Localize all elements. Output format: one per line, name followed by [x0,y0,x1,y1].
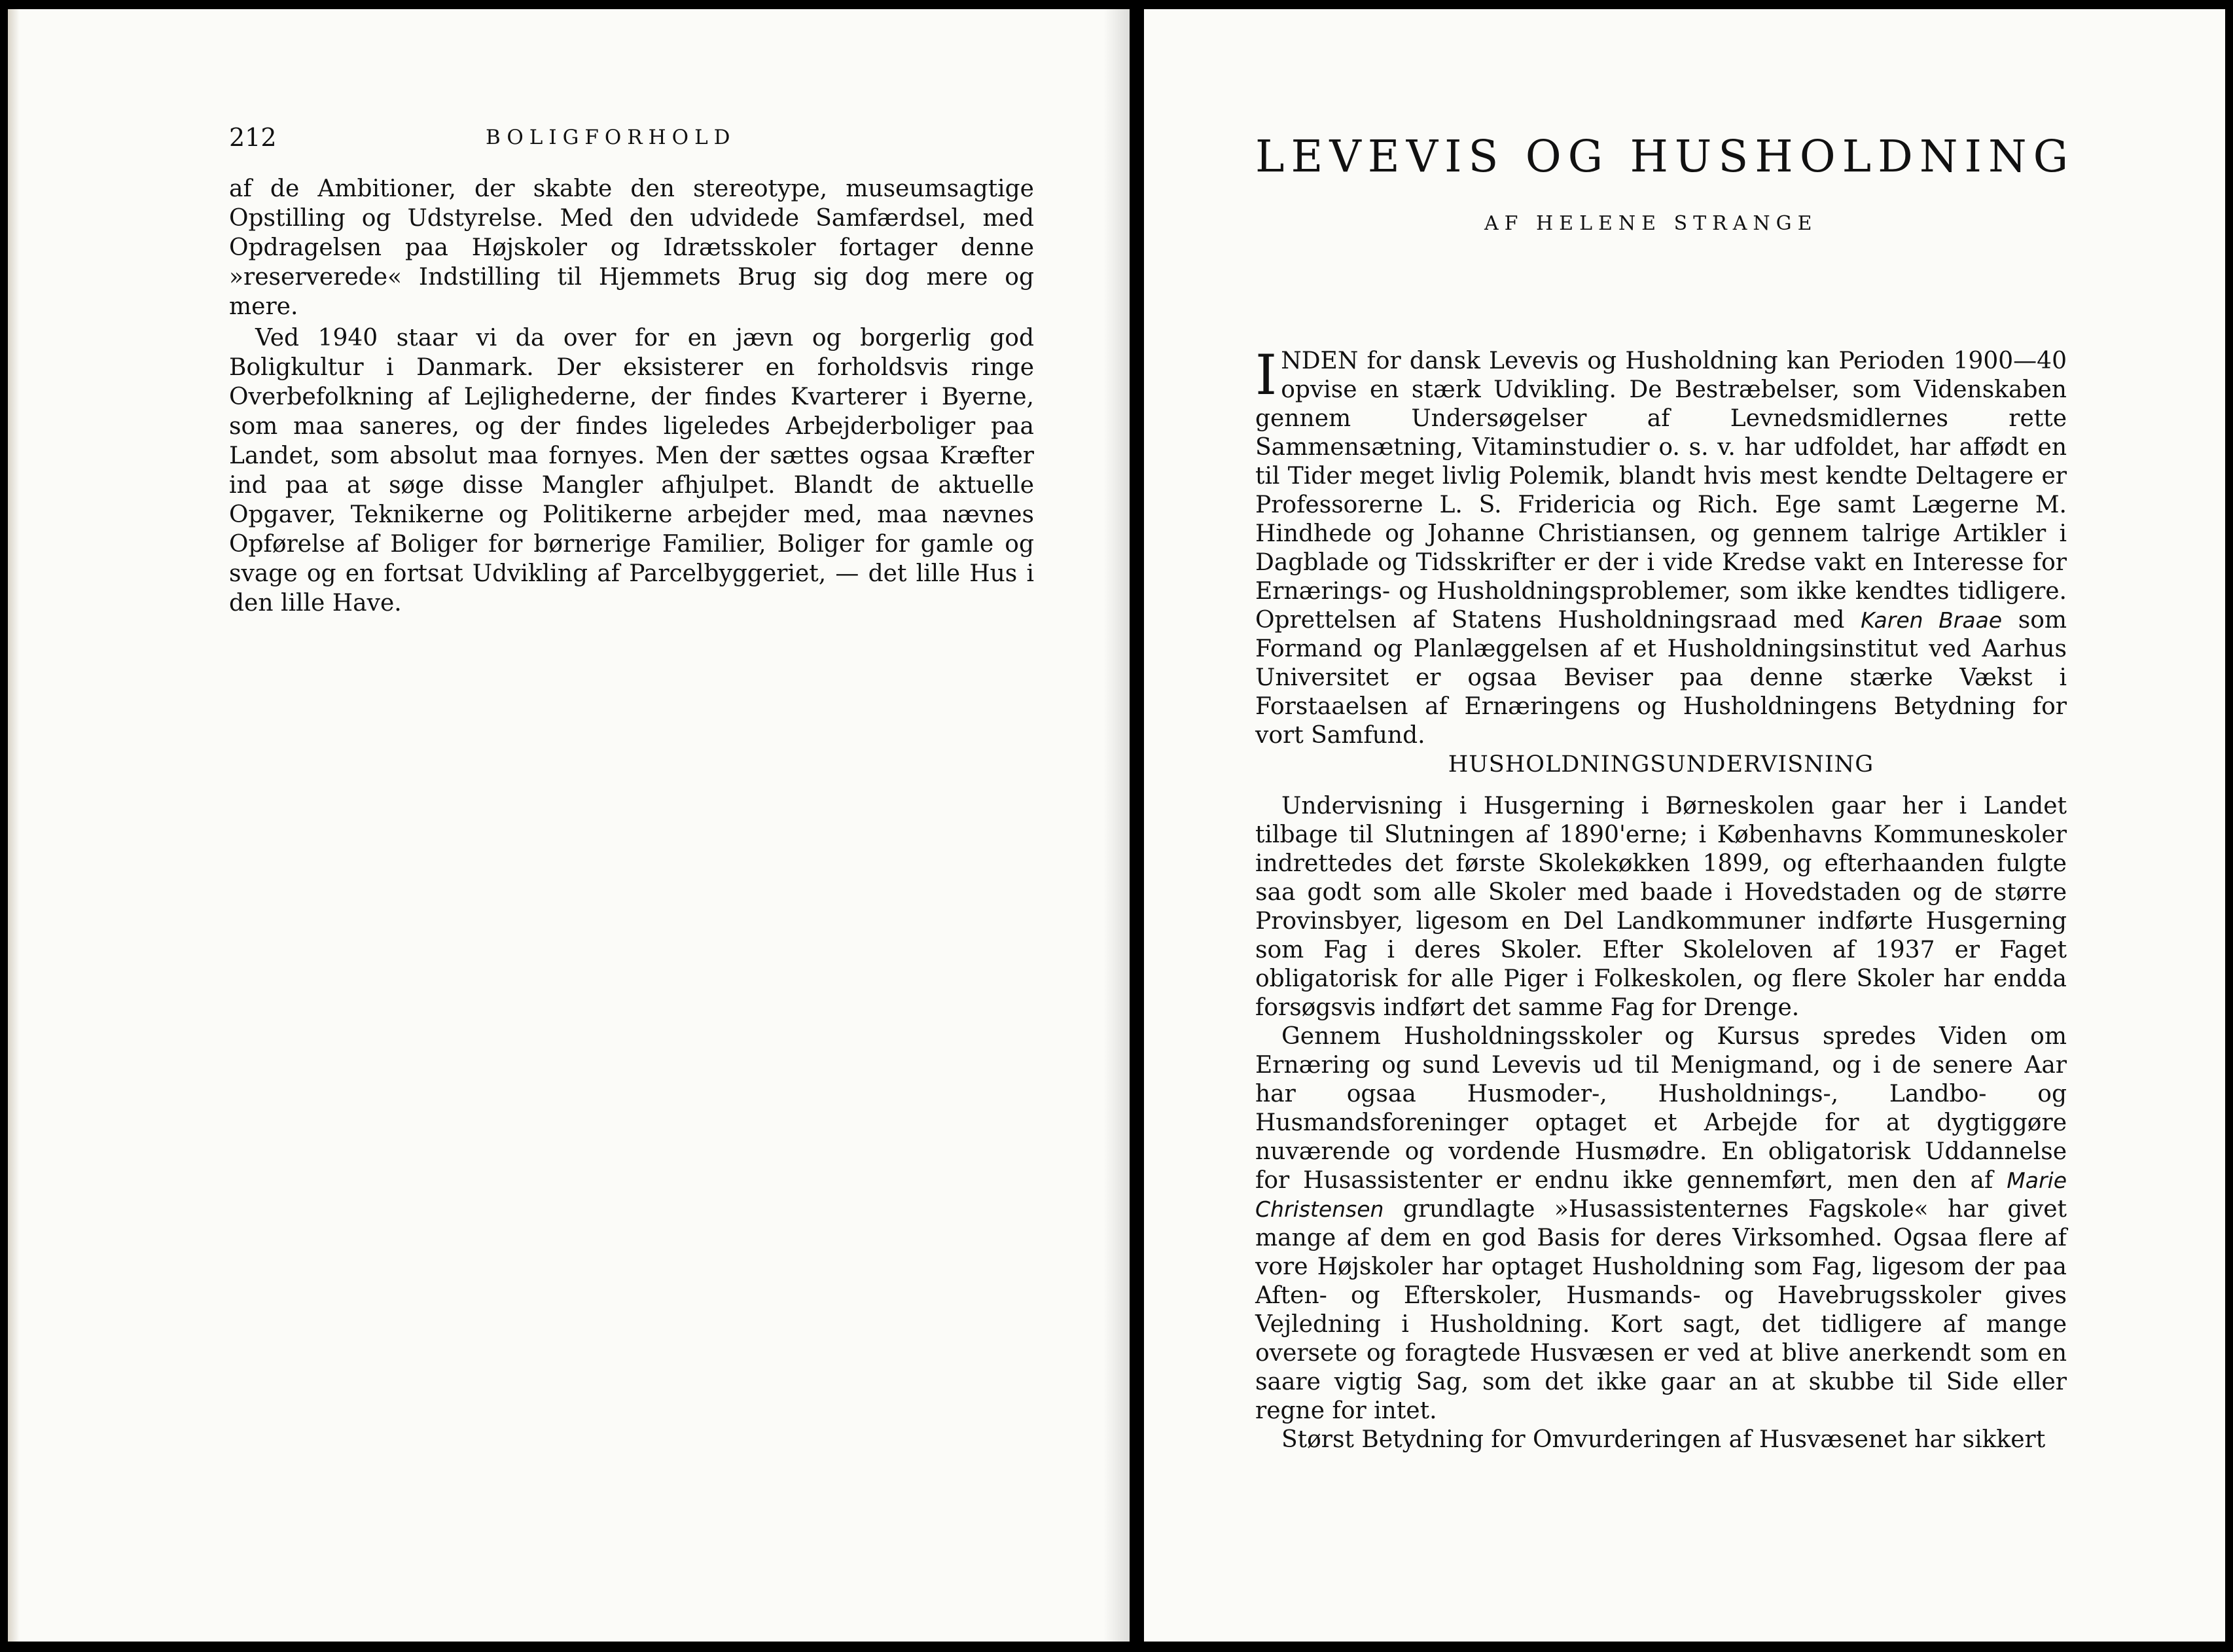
intro-text-after: som Formand og Planlæggelsen af et Husholdningsinstitut ved Aarhus Universitet er ogsaa Beviser paa denne stærke Vækst i Forstaaelsen af Ernæringens og Husholdningens Betydning for vort Samfund. [1255,607,2067,749]
section-body [1255,792,2067,1454]
spine-shadow [1103,9,1130,1642]
page-number: 212 [229,123,277,152]
para-2-after: grundlagte »Husassistenternes Fagskole« har givet mange af dem en god Basis for deres Virksomhed. Ogsaa flere af vore Højskoler har optaget Husholdning som Fag, ligesom der paa Aften- og Efterskoler, Husmands- og Havebrugsskoler gives Vejledning i Husholdning. Kort sagt, det tidligere af mange oversete og foragtede Husvæsen er ved at blive anerkendt som en saare vigtig Sag, som det ikke gaar an at skubbe til Side eller regne for intet. [1255,1196,2067,1424]
section-heading: HUSHOLDNINGSUNDERVISNING [1448,751,1874,778]
intro-paragraph [1255,343,2067,750]
chapter-title: LEVEVIS OG HUSHOLDNING [1255,131,2075,182]
para-2-before: Gennem Husholdningsskoler og Kursus spredes Viden om Ernæring og sund Levevis ud til Menigmand, og i de senere Aar har ogsaa Husmoder-, Husholdnings-, Landbo- og Husmandsforeninger optaget et Arbejde for at dygtiggøre nuværende og vordende Husmødre. En obligatorisk Uddannelse for Husassistenter er endnu ikke gennemført, men den af [1255,1023,2067,1194]
left-paragraph-2 [229,323,1034,618]
paragraph-text-2 [1255,1022,2067,1426]
running-head: BOLIGFORHOLD [486,126,736,149]
paragraph-text-3: Størst Betydning for Omvurderingen af Husvæsenet har sikkert [1281,1426,2046,1453]
paragraph-text: af de Ambitioner, der skabte den stereotype, museumsagtige Opstilling og Udstyrelse. Med den udvidede Samfærdsel, med Opdragelsen paa Højskoler og Idrætsskoler fortager denne »reserverede« Indstilling til Hjemmets Brug sig dog mere og mere. [229,175,1034,320]
drop-cap: I [1255,343,1277,407]
paragraph-text: Ved 1940 staar vi da over for en jævn og borgerlig god Boligkultur i Danmark. Der eksisterer en forholdsvis ringe Overbefolkning af Lejlighederne, der findes Kvarterer i Byerne, som maa saneres, og der findes ligeledes Arbejderboliger paa Landet, som absolut maa fornyes. Men der sættes ogsaa Kræfter ind paa at søge disse Mangler afhjulpet. Blandt de aktuelle Opgaver, Teknikerne og Politikerne arbejder med, maa nævnes Opførelse af Boliger for børnerige Familier, Boliger for gamle og svage og en fortsat Udvikling af Parcelbyggeriet, — det lille Hus i den lille Have. [229,325,1034,617]
intro-text: NDEN for dansk Levevis og Husholdning kan Perioden 1900—40 opvise en stærk Udvikling. De Bestræbelser, som Videnskaben gennem Undersøgelser af Levnedsmidlernes rette Sammensætning, Vitaminstudier o. s. v. har udfoldet, har affødt en til Tider meget livlig Polemik, blandt hvis mest kendte Deltagere er Professorerne L. S. Fridericia og Rich. Ege samt Lægerne M. Hindhede og Johanne Christiansen, og gennem talrige Artikler i Dagblade og Tidsskrifter er der i vide Kredse vakt en Interesse for Ernærings- og Husholdningsproblemer, som ikke kendtes tidligere. Oprettelsen af Statens Husholdningsraad med [1255,348,2067,634]
italic-name: Karen Braae [1861,607,2003,633]
page-header [229,123,753,156]
page-edge [8,9,20,1642]
paragraph-text: Undervisning i Husgerning i Børneskolen gaar her i Landet tilbage til Slutningen af 1890'erne; i Københavns Kommuneskoler indrettedes det første Skolekøkken 1899, og efterhaanden fulgte saa godt som alle Skoler med baade i Hovedstaden og de større Provinsbyer, ligesom en Del Landkommuner indførte Husgerning som Fag i deres Skoler. Efter Skoleloven af 1937 er Faget obligatorisk for alle Piger i Folkeskolen, og flere Skoler har endda forsøgsvis indført det samme Fag for Drenge. [1255,793,2067,1021]
author-byline: AF HELENE STRANGE [1484,212,1818,235]
left-paragraph-1 [229,174,1034,321]
italic-name-2: Marie Christensen [1255,1168,2067,1222]
